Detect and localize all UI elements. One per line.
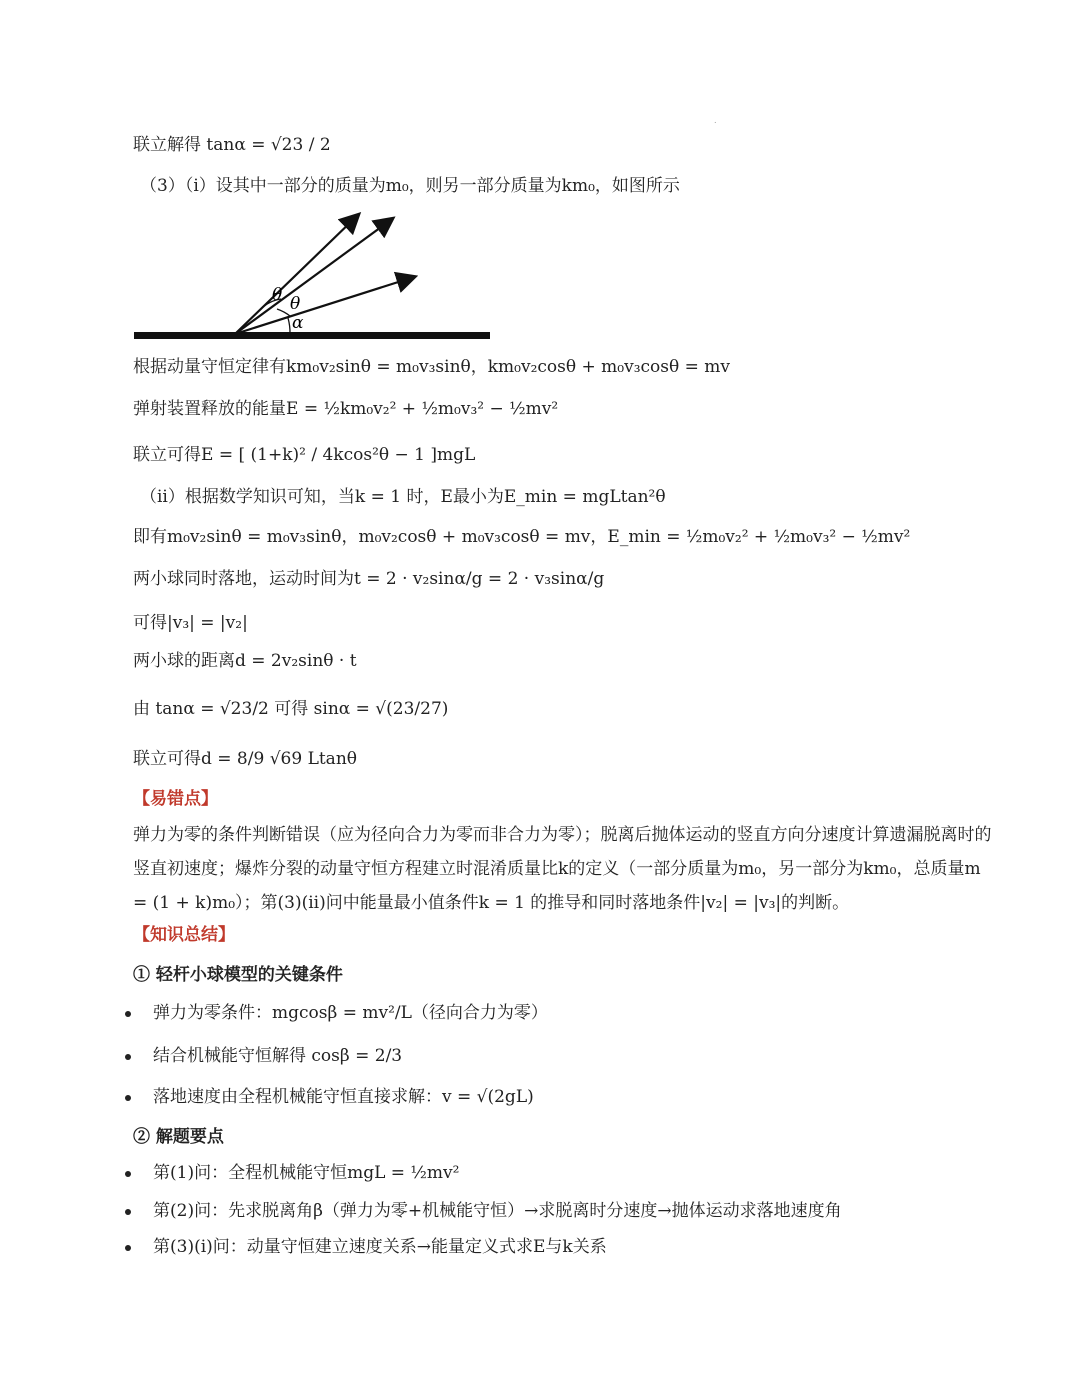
ground-bar: [134, 332, 490, 339]
bullet-4-text: 第(1)问：全程机械能守恒mgL = ½mv²: [153, 1163, 460, 1183]
bullet-5-text: 第(2)问：先求脱离角β（弹力为零+机械能守恒）→求脱离时分速度→抛体运动求落地速度角: [153, 1201, 842, 1221]
bullet-3: [125, 1086, 534, 1108]
bullet-1: [125, 1002, 548, 1024]
line-momentum: 根据动量守恒定律有km₀v₂sinθ = m₀v₃sinθ，km₀v₂cosθ + m₀v₃cosθ = mv: [133, 357, 731, 377]
bullet-5: [125, 1200, 842, 1222]
bullet-dot: [125, 1095, 131, 1101]
summary-sub2: ② 解题要点: [133, 1127, 224, 1147]
summary-sub1: ① 轻杆小球模型的关键条件: [133, 965, 343, 985]
line-v-equal: 可得|v₃| = |v₂|: [133, 613, 248, 633]
line-part3-intro: （3）（i）设其中一部分的质量为m₀，则另一部分质量为km₀，如图所示: [140, 176, 680, 196]
summary-header: 【知识总结】: [133, 925, 235, 945]
arc-theta2: [277, 309, 290, 316]
line-part-ii: （ii）根据数学知识可知，当k = 1 时，E最小为E_min = mgLtan²θ: [140, 487, 666, 507]
label-theta1: θ: [272, 285, 283, 305]
line-time: 两小球同时落地，运动时间为t = 2 · v₂sinα/g = 2 · v₃sinα/g: [133, 569, 605, 589]
bullet-6: [125, 1236, 607, 1258]
bullet-1-text: 弹力为零条件：mgcosβ = mv²/L（径向合力为零）: [153, 1003, 548, 1023]
arrow-lower: [235, 277, 414, 334]
line-distance: 两小球的距离d = 2v₂sinθ · t: [133, 651, 357, 671]
line-d-result: 联立可得d = 8/9 √69 Ltanθ: [133, 749, 358, 769]
bullet-6-text: 第(3)(i)问：动量守恒建立速度关系→能量定义式求E与k关系: [153, 1237, 607, 1257]
bullet-4: [125, 1162, 459, 1184]
bullet-2: [125, 1045, 402, 1067]
bullet-dot: [125, 1209, 131, 1215]
line-E-result: 联立可得E = [ (1+k)² / 4kcos²θ − 1 ]mgL: [133, 445, 476, 465]
line-sin-alpha: 由 tanα = √23/2 可得 sinα = √(23/27): [133, 699, 449, 719]
bullet-2-text: 结合机械能守恒解得 cosβ = 2/3: [153, 1046, 403, 1066]
line-k1-equations: 即有m₀v₂sinθ = m₀v₃sinθ，m₀v₂cosθ + m₀v₃cosθ = mv，E_min = ½m₀v₂² + ½m₀v₃² − ½mv²: [133, 527, 911, 547]
line-tan-alpha: 联立解得 tanα = √23 / 2: [133, 135, 331, 155]
bullet-dot: [125, 1054, 131, 1060]
line-energy: 弹射装置释放的能量E = ½km₀v₂² + ½m₀v₃² − ½mv²: [133, 399, 559, 419]
bullet-dot: [125, 1245, 131, 1251]
bullet-dot: [125, 1171, 131, 1177]
label-alpha: α: [292, 313, 304, 333]
bullet-3-text: 落地速度由全程机械能守恒直接求解：v = √(2gL): [153, 1087, 534, 1107]
arc-alpha: [288, 318, 290, 334]
label-theta2: θ: [290, 294, 301, 314]
bullet-dot: [125, 1011, 131, 1017]
errors-header: 【易错点】: [133, 789, 218, 809]
errors-text: 弹力为零的条件判断错误（应为径向合力为零而非合力为零）；脱离后抛体运动的竖直方向分速度计算遗漏脱离时的竖直初速度；爆炸分裂的动量守恒方程建立时混淆质量比k的定义（一部分质量为m₀，另一部分为km₀，总质量m = (1 + k)m₀）；第(3)(ii)问中能量最小值条件k = 1 的推导和同时落地条件|v₂| = |v₃|的判断。: [133, 825, 992, 913]
corner-mark: .: [714, 116, 717, 125]
momentum-diagram: [130, 205, 500, 350]
arrow-middle: [235, 219, 392, 334]
